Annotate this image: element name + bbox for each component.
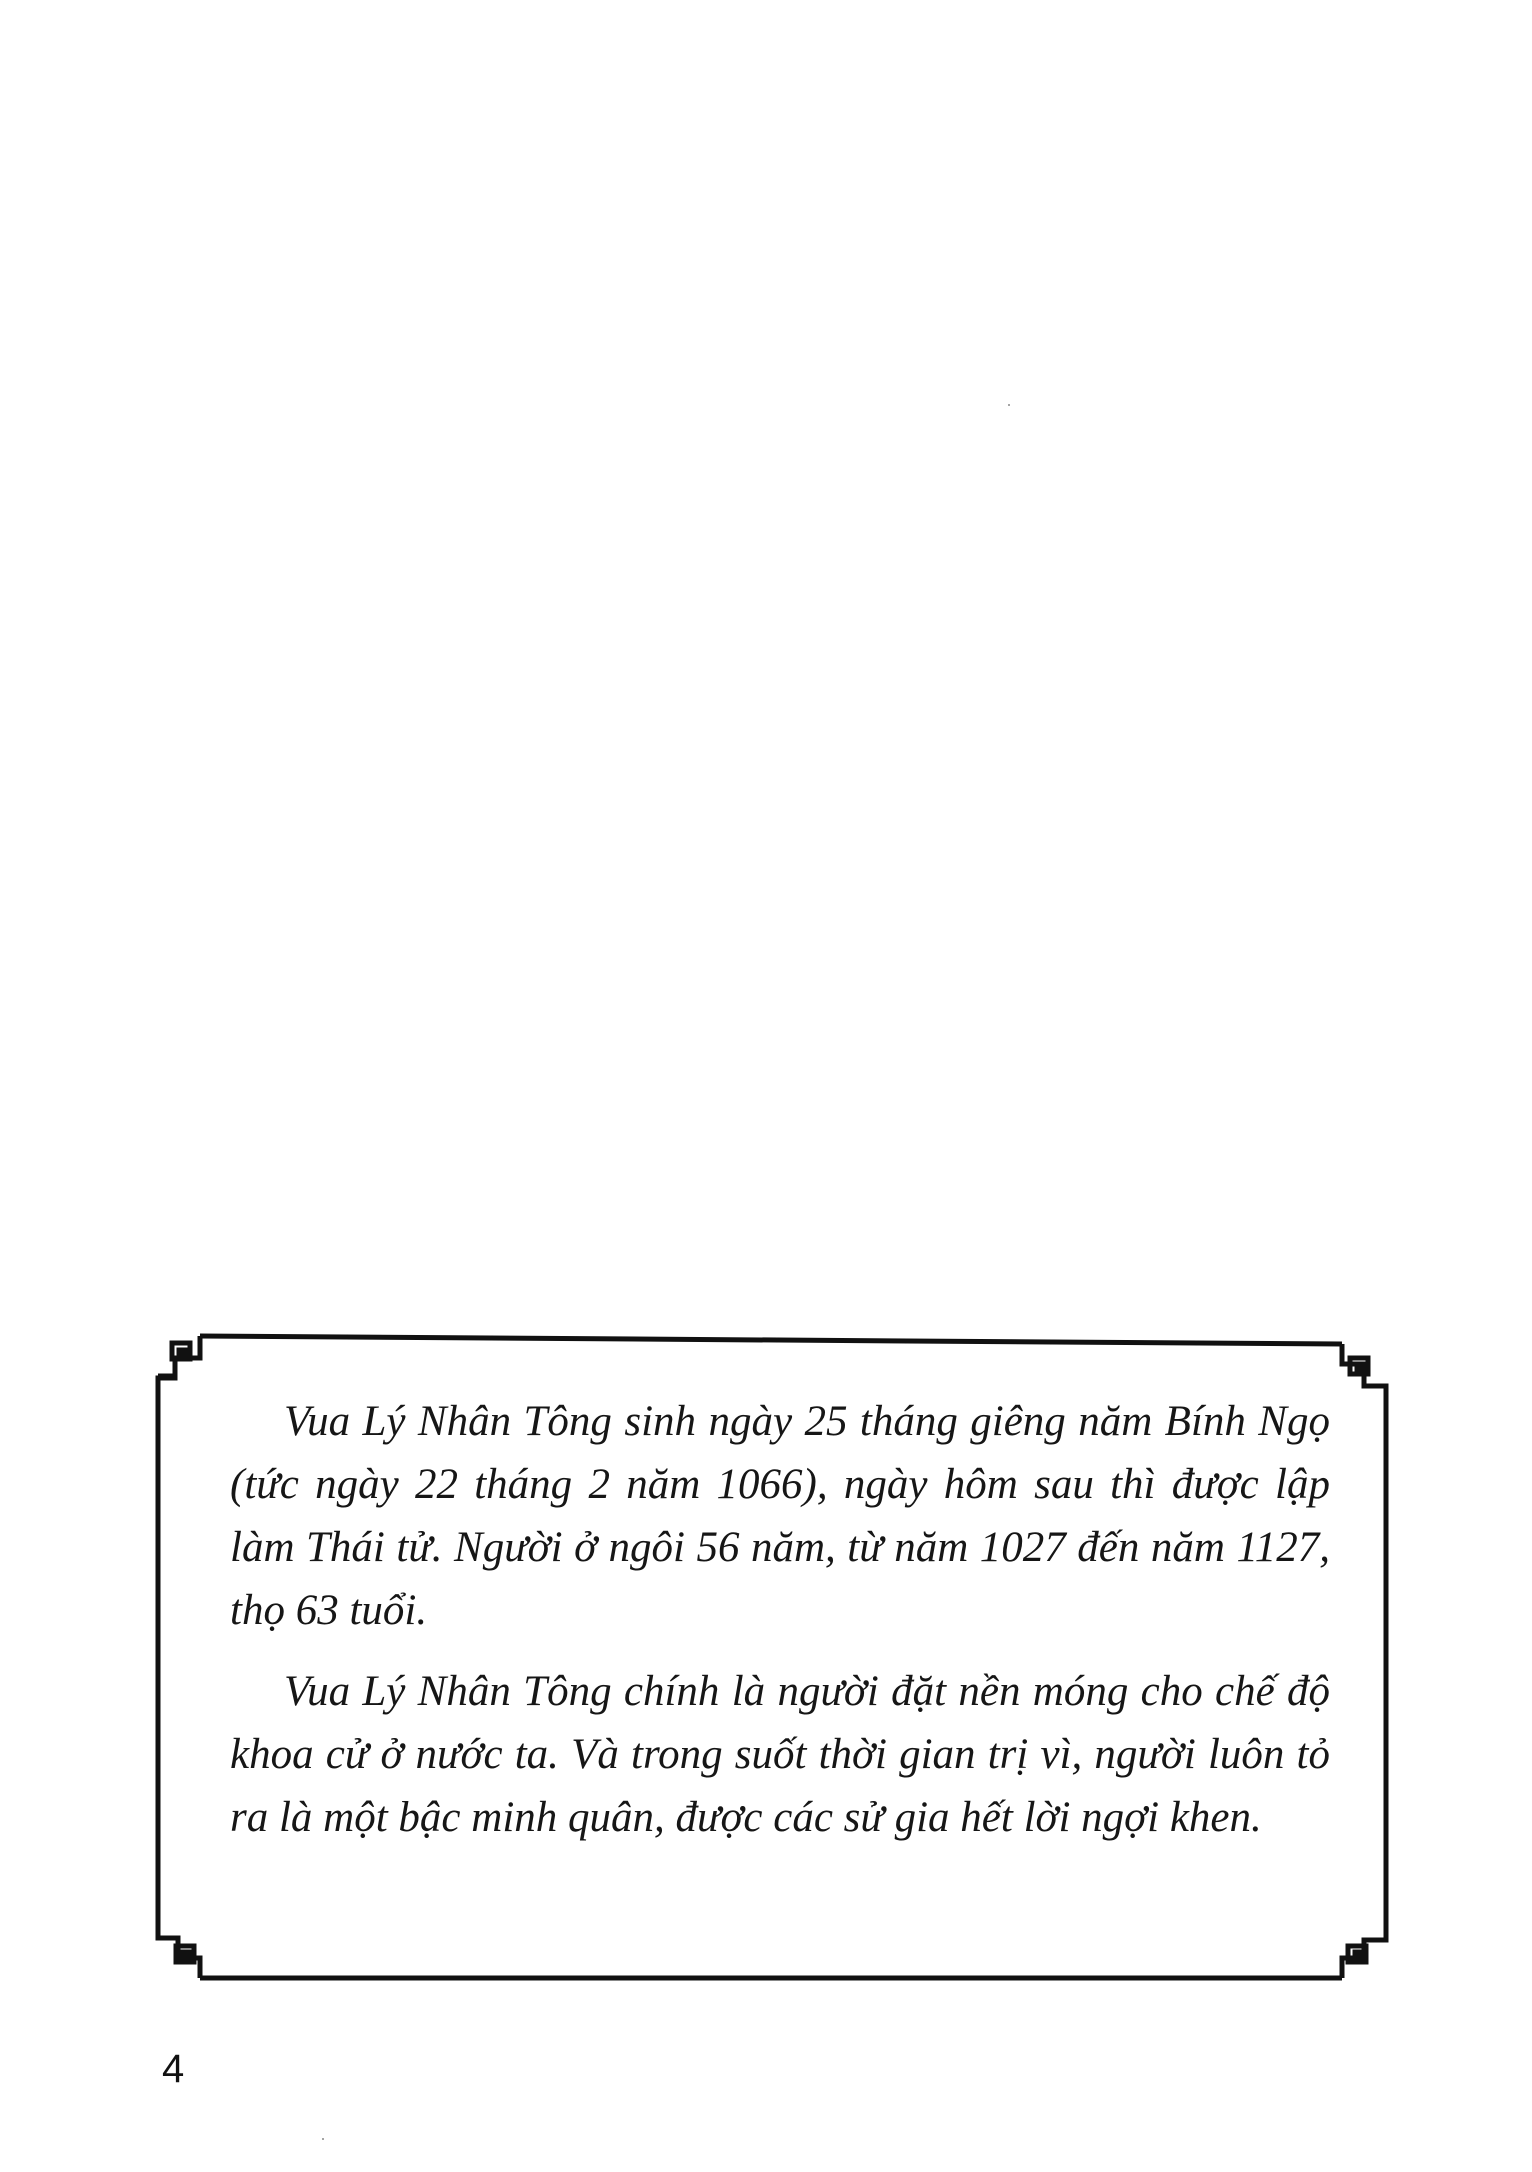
scan-speck bbox=[1008, 404, 1010, 406]
paragraph-legacy: Vua Lý Nhân Tông chính là người đặt nền móng cho chế độ khoa cử ở nước ta. Và trong suốt thời gian trị vì, người luôn tỏ ra là một bậc minh quân, được các sử gia hết lời ngợi khen. bbox=[230, 1668, 1330, 1841]
scan-speck bbox=[322, 2138, 324, 2140]
text-panel bbox=[230, 1390, 1330, 1930]
corner-ornament-bottom-right bbox=[1342, 1928, 1386, 1978]
corner-ornament-top-left bbox=[158, 1336, 200, 1388]
corner-ornament-bottom-left bbox=[158, 1926, 200, 1978]
corner-ornament-top-right bbox=[1342, 1344, 1386, 1394]
paragraph-birth-reign: Vua Lý Nhân Tông sinh ngày 25 tháng giêng năm Bính Ngọ (tức ngày 22 tháng 2 năm 1066), ngày hôm sau thì được lập làm Thái tử. Người ở ngôi 56 năm, từ năm 1027 đến năm 1127, thọ 63 tuổi. bbox=[230, 1398, 1330, 1634]
page-number: 4 bbox=[162, 2047, 185, 2091]
